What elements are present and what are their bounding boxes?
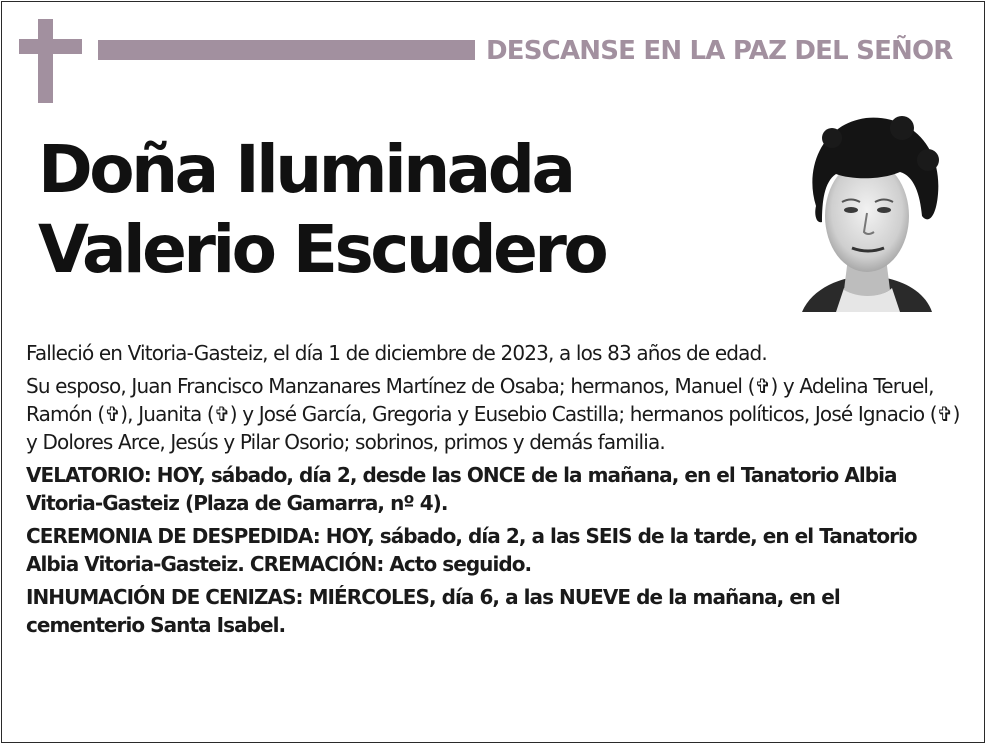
portrait-photo	[782, 98, 952, 312]
header-banner: DESCANSE EN LA PAZ DEL SEÑOR	[486, 36, 953, 66]
velatorio-info: VELATORIO: HOY, sábado, día 2, desde las ONCE de la mañana, en el Tanatorio Albia Vitoria-Gasteiz (Plaza de Gamarra, nº 4).	[26, 463, 897, 515]
inhumacion-info: INHUMACIÓN DE CENIZAS: MIÉRCOLES, día 6, a las NUEVE de la mañana, en el cementerio Santa Isabel.	[26, 585, 840, 637]
name-line-1: Doña Iluminada	[38, 131, 573, 208]
obituary-body	[26, 339, 961, 644]
deceased-name	[38, 130, 605, 290]
ceremonia-info: CEREMONIA DE DESPEDIDA: HOY, sábado, día 2, a las SEIS de la tarde, en el Tanatorio Albia Vitoria-Gasteiz. CREMACIÓN: Acto seguido.	[26, 524, 917, 576]
family-list: Su esposo, Juan Francisco Manzanares Martínez de Osaba; hermanos, Manuel (✞) y Adelina Teruel, Ramón (✞), Juanita (✞) y José García, Gregoria y Eusebio Castilla; hermanos políticos, José Ignacio (✞) y Dolores Arce, Jesús y Pilar Osorio; sobrinos, primos y demás familia.	[26, 374, 960, 454]
death-notice: Falleció en Vitoria-Gasteiz, el día 1 de diciembre de 2023, a los 83 años de edad.	[26, 341, 767, 365]
name-line-2: Valerio Escudero	[38, 211, 606, 288]
obituary-notice	[1, 1, 985, 743]
header-rule	[98, 40, 475, 60]
